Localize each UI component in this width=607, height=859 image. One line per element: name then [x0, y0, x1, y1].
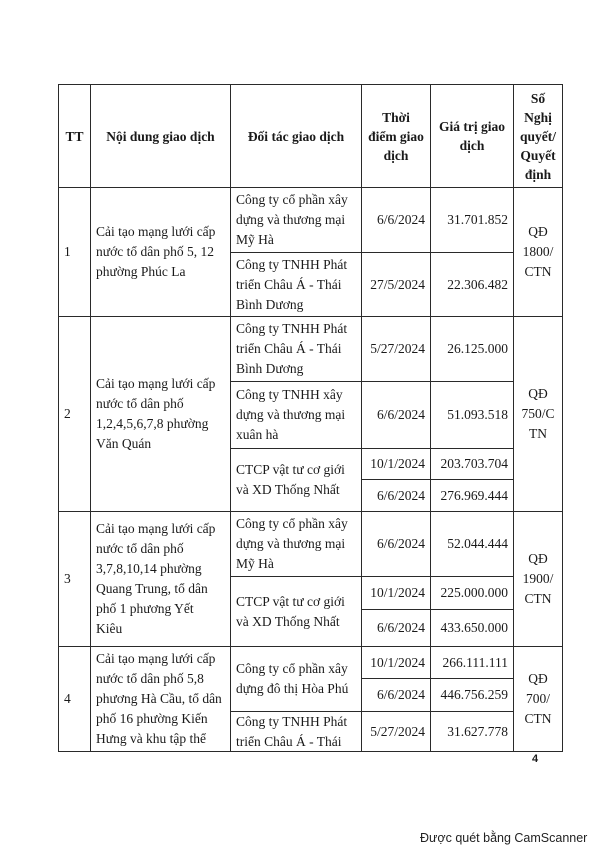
row-value: 276.969.444 — [430, 479, 514, 512]
row-partner: Công ty TNHH xây dựng và thương mại xuân hà — [230, 381, 362, 449]
row-partner: CTCP vật tư cơ giới và XD Thống Nhất — [230, 576, 362, 647]
row-date: 6/6/2024 — [361, 609, 431, 647]
row-value: 31.627.778 — [430, 711, 514, 752]
row-value: 51.093.518 — [430, 381, 514, 449]
row-date: 10/1/2024 — [361, 448, 431, 480]
row-content: Cải tạo mạng lưới cấp nước tổ dân phố 5, 12 phường Phúc La — [90, 187, 231, 317]
row-tt: 4 — [58, 646, 91, 752]
row-content: Cải tạo mạng lưới cấp nước tổ dân phố 5,8 phương Hà Cầu, tổ dân phố 16 phường Kiến Hưng và khu tập thể — [90, 646, 231, 752]
header-decision: Số Nghị quyết/ Quyết định — [513, 84, 563, 188]
row-value: 433.650.000 — [430, 609, 514, 647]
row-date: 6/6/2024 — [361, 187, 431, 253]
row-value: 52.044.444 — [430, 511, 514, 577]
row-value: 446.756.259 — [430, 678, 514, 712]
header-time: Thời điểm giao dịch — [361, 84, 431, 188]
row-date: 6/6/2024 — [361, 511, 431, 577]
row-tt: 1 — [58, 187, 91, 317]
row-decision: QĐ 750/C TN — [513, 316, 563, 512]
page-number: 4 — [532, 753, 539, 765]
header-partner: Đối tác giao dịch — [230, 84, 362, 188]
row-partner: Công ty TNHH Phát triển Châu Á - Thái Bình Dương — [230, 316, 362, 382]
row-decision: QĐ 700/ CTN — [513, 646, 563, 752]
row-content: Cải tạo mạng lưới cấp nước tổ dân phố 3,7,8,10,14 phường Quang Trung, tổ dân phố 1 phương Yết Kiêu — [90, 511, 231, 647]
row-date: 6/6/2024 — [361, 381, 431, 449]
row-date: 5/27/2024 — [361, 316, 431, 382]
row-decision: QĐ 1900/ CTN — [513, 511, 563, 647]
row-decision: QĐ 1800/ CTN — [513, 187, 563, 317]
row-partner: Công ty cổ phần xây dựng và thương mại Mỹ Hà — [230, 511, 362, 577]
row-date: 6/6/2024 — [361, 479, 431, 512]
row-partner: Công ty cổ phần xây dựng và thương mại Mỹ Hà — [230, 187, 362, 253]
row-value: 22.306.482 — [430, 252, 514, 317]
row-partner: Công ty TNHH Phát triển Châu Á - Thái Bình Dương — [230, 252, 362, 317]
row-value: 266.111.111 — [430, 646, 514, 679]
row-value: 26.125.000 — [430, 316, 514, 382]
row-date: 27/5/2024 — [361, 252, 431, 317]
header-value: Giá trị giao dịch — [430, 84, 514, 188]
row-date: 10/1/2024 — [361, 576, 431, 610]
row-partner: Công ty TNHH Phát triển Châu Á - Thái — [230, 711, 362, 752]
row-partner: CTCP vật tư cơ giới và XD Thống Nhất — [230, 448, 362, 512]
row-value: 31.701.852 — [430, 187, 514, 253]
row-tt: 2 — [58, 316, 91, 512]
row-date: 10/1/2024 — [361, 646, 431, 679]
row-date: 6/6/2024 — [361, 678, 431, 712]
row-partner: Công ty cổ phần xây dựng đô thị Hòa Phú — [230, 646, 362, 712]
row-value: 203.703.704 — [430, 448, 514, 480]
row-content: Cải tạo mạng lưới cấp nước tổ dân phố 1,2,4,5,6,7,8 phường Văn Quán — [90, 316, 231, 512]
header-content: Nội dung giao dịch — [90, 84, 231, 188]
header-tt: TT — [58, 84, 91, 188]
row-tt: 3 — [58, 511, 91, 647]
row-date: 5/27/2024 — [361, 711, 431, 752]
row-value: 225.000.000 — [430, 576, 514, 610]
scanner-watermark: Được quét bằng CamScanner — [420, 831, 588, 845]
